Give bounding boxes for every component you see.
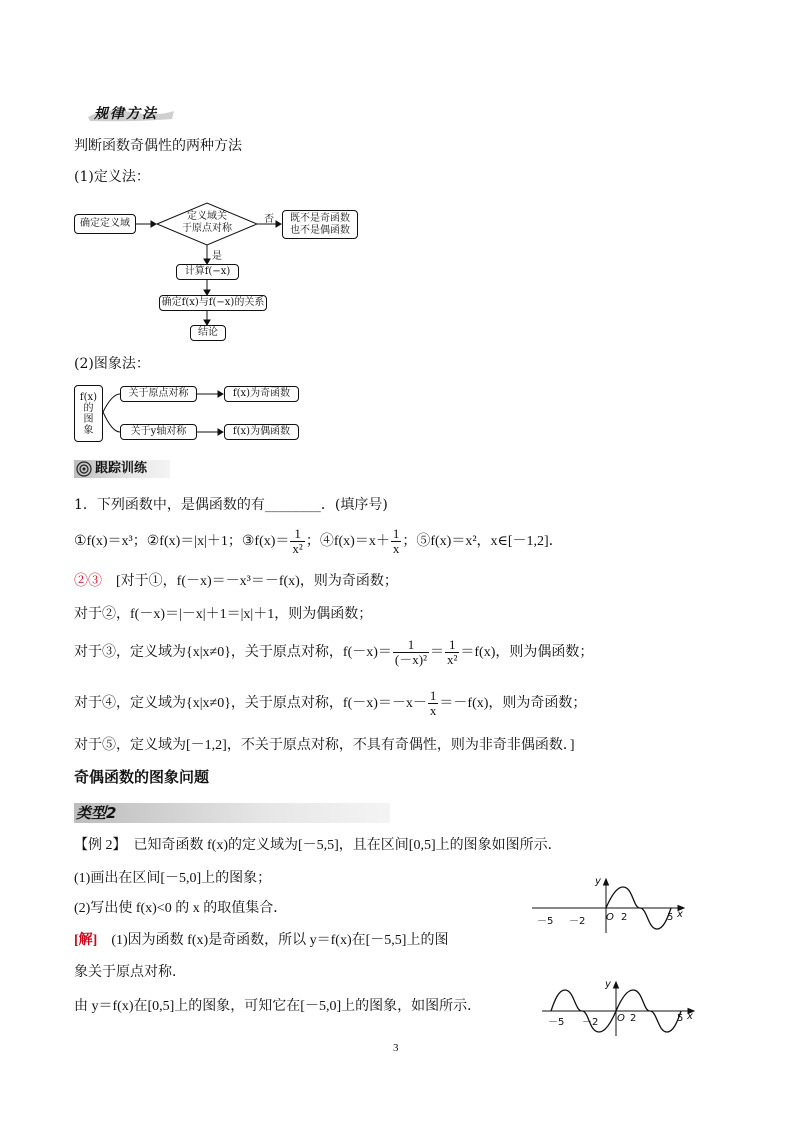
no-result-line-1: 既不是奇函数 (290, 212, 350, 224)
graph2-tick-neg2: －2 (582, 1017, 599, 1028)
ex2-statement (74, 836, 562, 856)
type-badge-label: 类型2 (76, 804, 117, 822)
practice-badge-label: 跟踪训练 (95, 461, 148, 476)
flow-no-result-box (282, 210, 358, 239)
source-line-2: 的 (83, 402, 94, 414)
q1-option-4: ；④f(x)＝x＋ (305, 534, 390, 549)
sol-frac-3a: $\frac{1}{\text{(－x)²}}$ (394, 637, 427, 668)
ex2-sol-1 (74, 931, 448, 951)
ex2-text: 已知奇函数 f(x)的定义域为[－5,5]，且在区间[0,5]上的图象如图所示． (119, 838, 562, 853)
ex2-sol-tag: [解] (74, 933, 98, 948)
flow-step3-box (190, 325, 226, 341)
source-line-4: 象 (83, 424, 94, 436)
decision-line-1: 定义域关 (187, 211, 227, 222)
graph1-tick-neg5: －5 (537, 916, 554, 927)
graph1-x-label: x (677, 909, 683, 920)
sol-line-4 (74, 687, 586, 721)
res-odd-box (224, 386, 299, 402)
graph1-tick-5: 5 (667, 912, 674, 923)
q1-option-1-3: ①f(x)＝x³；②f(x)＝|x|＋1；③f(x)＝ (74, 534, 290, 549)
res-odd-label: f(x)为奇函数 (232, 388, 291, 399)
sol-line-3 (74, 636, 593, 670)
sol-line-2: 对于②，f(－x)＝|－x|＋1＝|x|＋1，则为偶函数； (74, 607, 373, 622)
graph2-y-label: y (605, 979, 611, 990)
sol-line-1 (74, 572, 398, 592)
flow-step2-box (159, 295, 267, 311)
no-result-line-2: 也不是偶函数 (290, 224, 350, 236)
q1-stem: 1．下列函数中，是偶函数的有________．(填序号) (74, 497, 388, 513)
flow-yes-label: 是 (212, 251, 222, 262)
type-banner (74, 803, 390, 823)
cond-yaxis-label: 关于y轴对称 (130, 426, 187, 437)
sol-line-4a: 对于④，定义域为{x|x≠0}，关于原点对称，f(－x)＝－x－ (74, 696, 427, 711)
graph1-tick-neg2: －2 (569, 916, 586, 927)
sol-line-3-eq: ＝ (429, 645, 444, 660)
graph-half (530, 875, 690, 935)
ex2-part2: (2)写出使 f(x)<0 的 x 的取值集合． (74, 901, 288, 916)
flow-decision-text (172, 211, 242, 235)
cond-origin-label: 关于原点对称 (128, 388, 189, 399)
graph-source-box (74, 385, 103, 442)
source-line-1: f(x) (79, 391, 98, 403)
flow-step1-box (176, 264, 239, 280)
graph1-tick-2: 2 (621, 912, 628, 923)
flow-arrowhead (151, 221, 156, 227)
flow-start-label: 确定定义域 (80, 218, 130, 229)
ex2-sol-2: 象关于原点对称． (74, 965, 186, 980)
graph1-y-label: y (595, 876, 601, 887)
cond-origin-box (120, 386, 197, 402)
graph-full (540, 978, 700, 1038)
rule-badge-label: 规律方法 (94, 106, 158, 122)
ex2-sol-text-1: (1)因为函数 f(x)是奇函数，所以 y＝f(x)在[－5,5]上的图 (97, 933, 449, 948)
graph2-tick-2: 2 (630, 1013, 637, 1024)
graph1-tick-origin: O (606, 912, 614, 923)
q1-options (74, 527, 563, 557)
ex2-sol-3: 由 y＝f(x)在[0,5]上的图象，可知它在[－5,0]上的图象，如图所示． (74, 999, 482, 1014)
sol-line-4b: ＝－f(x)，则为奇函数； (439, 696, 587, 711)
res-even-label: f(x)为偶函数 (232, 426, 291, 437)
ex2-part1: (1)画出在区间[－5,0]上的图象； (74, 871, 272, 886)
flow-no-label: 否 (264, 214, 274, 225)
branch-upper (103, 394, 120, 412)
ex2-tag: 【例 2】 (74, 838, 120, 853)
cond-yaxis-box (120, 424, 197, 440)
page-number: 3 (393, 1042, 399, 1054)
sol-line-3b: ＝f(x)，则为偶函数； (460, 645, 594, 660)
graph2-tick-neg5: －5 (548, 1017, 565, 1028)
sol-answer: ②③ (74, 574, 102, 589)
q1-frac-3: $\frac{1}{\text{x²}}$ (292, 526, 303, 557)
q1-option-5: ；⑤f(x)＝x²，x∈[－1,2]． (402, 534, 563, 549)
sol-frac-4: $\frac{1}{x}$ (429, 688, 437, 719)
graph2-tick-origin: O (617, 1013, 625, 1024)
graph2-x-label: x (687, 1011, 693, 1022)
method2-label: (2)图象法： (74, 356, 150, 372)
branch-lower (103, 412, 120, 432)
step2-label: 确定f(x)与f(−x)的关系 (161, 297, 265, 308)
q1-frac-4: $\frac{1}{x}$ (392, 526, 400, 557)
decision-line-2: 于原点对称 (182, 223, 232, 234)
target-icon (76, 461, 92, 477)
section-title: 奇偶函数的图象问题 (74, 768, 210, 786)
source-line-3: 图 (83, 413, 94, 425)
method1-label: (1)定义法： (74, 169, 150, 185)
definition-flowchart (0, 0, 794, 360)
step1-label: 计算f(−x) (184, 266, 231, 277)
sol-line-3a: 对于③，定义域为{x|x≠0}，关于原点对称，f(－x)＝ (74, 645, 392, 660)
graph2-tick-5: 5 (677, 1013, 684, 1024)
step3-label: 结论 (198, 327, 218, 338)
sol-line-1-text: [对于①，f(－x)＝－x³＝－f(x)，则为奇函数； (116, 574, 398, 589)
sol-frac-3b: $\frac{1}{\text{x²}}$ (446, 637, 458, 668)
sol-line-5: 对于⑤，定义域为[－1,2]，不关于原点对称，不具有奇偶性，则为非奇非偶函数．] (74, 738, 575, 753)
flow-start-box (74, 214, 136, 234)
res-even-box (224, 424, 299, 440)
intro-text: 判断函数奇偶性的两种方法 (74, 138, 242, 154)
